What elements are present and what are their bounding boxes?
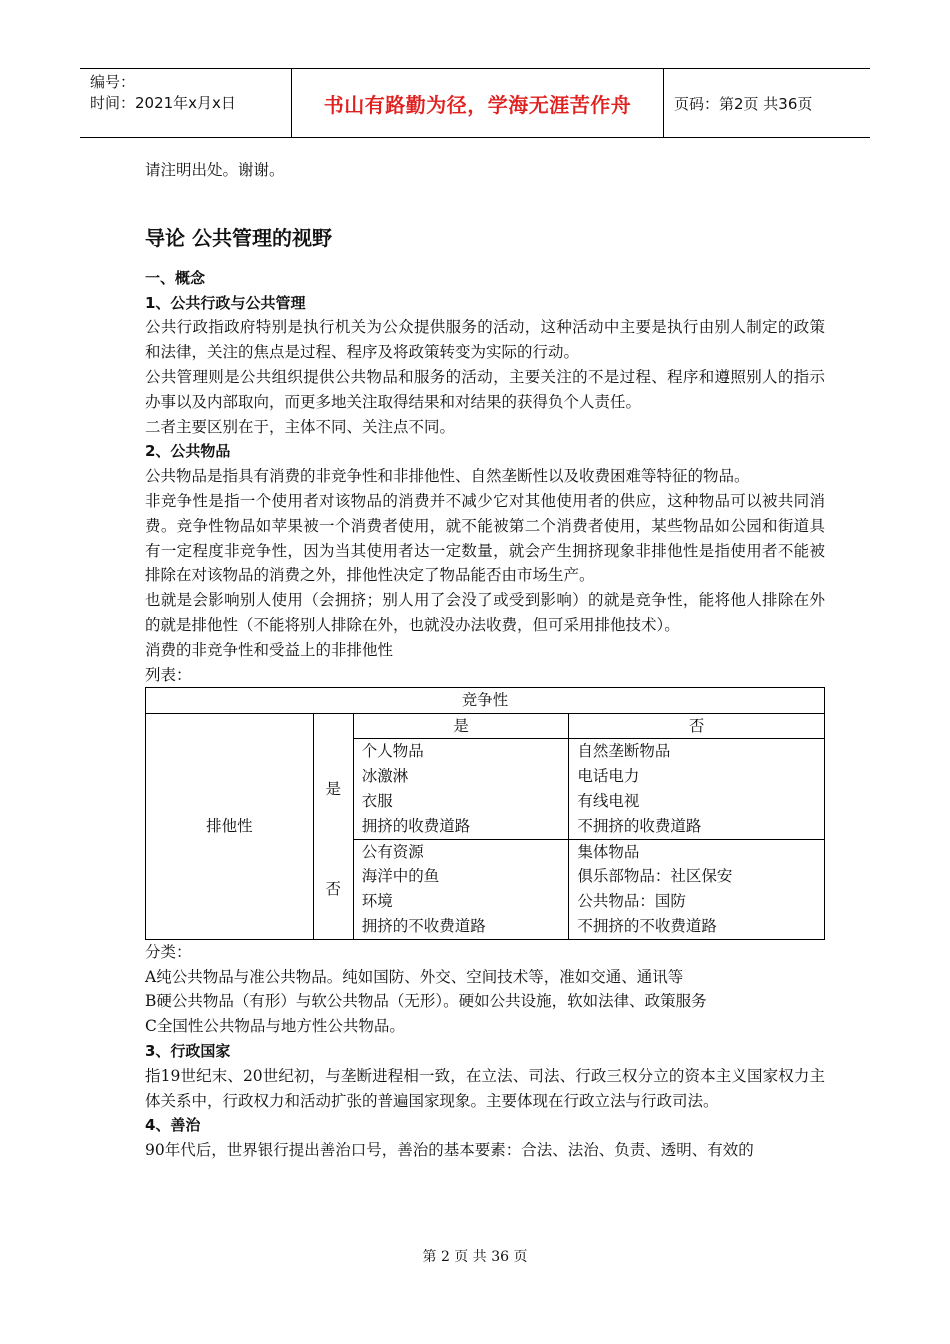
section-heading-good-governance: 4、善治 <box>145 1116 201 1135</box>
table-caption: 列表： <box>145 665 192 684</box>
classify-label: 分类： <box>145 942 192 961</box>
classify-item: B硬公共物品（有形）与软公共物品（无形）。硬如公共设施，软如法律、政策服务 <box>145 992 707 1011</box>
classify-item: A纯公共物品与准公共物品。纯如国防、外交、空间技术等，准如交通、通讯等 <box>145 967 684 986</box>
row-header-no: 否 <box>313 839 353 939</box>
list-item: 环境 <box>361 892 393 911</box>
row-header-yes: 是 <box>313 739 353 839</box>
column-header-no: 否 <box>569 713 825 739</box>
cell-excl-no-comp-no <box>569 839 825 939</box>
list-item: 拥挤的不收费道路 <box>361 916 486 935</box>
cell-excl-yes-comp-yes <box>353 739 569 839</box>
paragraph: 消费的非竞争性和受益上的非排他性 <box>145 640 394 659</box>
list-item: 电话电力 <box>577 767 640 786</box>
paragraph: 也就是会影响别人使用（会拥挤；别人用了会没了或受到影响）的就是竞争性，能将他人排除在外的就是排他性（不能将别人排除在外，也就没办法收费，但可采用排他技术）。 <box>145 591 825 634</box>
column-header-yes: 是 <box>353 713 569 739</box>
list-item: 集体物品 <box>577 842 640 861</box>
paragraph: 公共行政指政府特别是执行机关为公众提供服务的活动，这种活动中主要是执行由别人制定的政策和法律，关注的焦点是过程、程序及将政策转变为实际的行动。 <box>145 318 825 362</box>
list-item: 有线电视 <box>577 791 640 810</box>
paragraph: 公共物品是指具有消费的非竞争性和非排他性、自然垄断性以及收费困难等特征的物品。 <box>145 467 750 486</box>
list-item: 公有资源 <box>361 842 424 861</box>
header-date: 时间：2021年x月x日 <box>90 94 236 112</box>
section-heading-concepts: 一、概念 <box>145 268 206 287</box>
page-title: 导论 公共管理的视野 <box>145 225 332 250</box>
list-item: 不拥挤的不收费道路 <box>577 916 717 935</box>
list-item: 自然垄断物品 <box>577 742 671 761</box>
section-heading-admin-state: 3、行政国家 <box>145 1041 231 1060</box>
competition-header: 竞争性 <box>146 688 825 714</box>
header-meta <box>80 69 292 137</box>
public-goods-table <box>145 687 825 939</box>
list-item: 不拥挤的收费道路 <box>577 816 702 835</box>
intro-note: 请注明出处。谢谢。 <box>145 161 285 179</box>
document-body <box>145 158 825 1163</box>
cell-excl-yes-comp-no <box>569 739 825 839</box>
list-item: 衣服 <box>361 791 393 810</box>
list-item: 海洋中的鱼 <box>361 867 440 886</box>
cell-excl-no-comp-yes <box>353 839 569 939</box>
section-heading-public-goods: 2、公共物品 <box>145 442 231 461</box>
page-header <box>80 68 870 138</box>
paragraph: 指19世纪末、20世纪初，与垄断进程相一致，在立法、司法、行政三权分立的资本主义国家权力主体关系中，行政权力和活动扩张的普遍国家现象。主要体现在行政立法与行政司法。 <box>145 1066 825 1110</box>
list-item: 冰激淋 <box>361 767 409 786</box>
list-item: 拥挤的收费道路 <box>361 816 471 835</box>
classify-item: C全国性公共物品与地方性公共物品。 <box>145 1017 405 1036</box>
list-item: 俱乐部物品：社区保安 <box>577 867 733 886</box>
table-spacer <box>313 713 353 739</box>
header-number-label: 编号： <box>90 73 136 91</box>
list-item: 个人物品 <box>361 742 424 761</box>
section-heading-public-admin: 1、公共行政与公共管理 <box>145 293 306 312</box>
page-footer: 第 2 页 共 36 页 <box>422 1249 528 1265</box>
paragraph: 二者主要区别在于，主体不同、关注点不同。 <box>145 417 456 436</box>
paragraph: 非竞争性是指一个使用者对该物品的消费并不减少它对其他使用者的供应，这种物品可以被共同消费。竞争性物品如苹果被一个消费者使用，就不能被第二个消费者使用，某些物品如公园和街道具有一定程度非竞争性，因为当其使用者达一定数量，就会产生拥挤现象非排他性是指使用者不能被排除在对该物品的消费之外，排他性决定了物品能否由市场生产。 <box>145 491 825 585</box>
header-page-info: 页码：第2页 共36页 <box>674 94 813 113</box>
header-motto: 书山有路勤为径，学海无涯苦作舟 <box>292 69 664 137</box>
exclusion-label: 排他性 <box>146 713 314 939</box>
paragraph: 公共管理则是公共组织提供公共物品和服务的活动，主要关注的不是过程、程序和遵照别人的指示办事以及内部取向，而更多地关注取得结果和对结果的获得负个人责任。 <box>145 367 825 411</box>
paragraph: 90年代后，世界银行提出善治口号，善治的基本要素：合法、法治、负责、透明、有效的 <box>145 1141 754 1160</box>
list-item: 公共物品：国防 <box>577 892 686 911</box>
